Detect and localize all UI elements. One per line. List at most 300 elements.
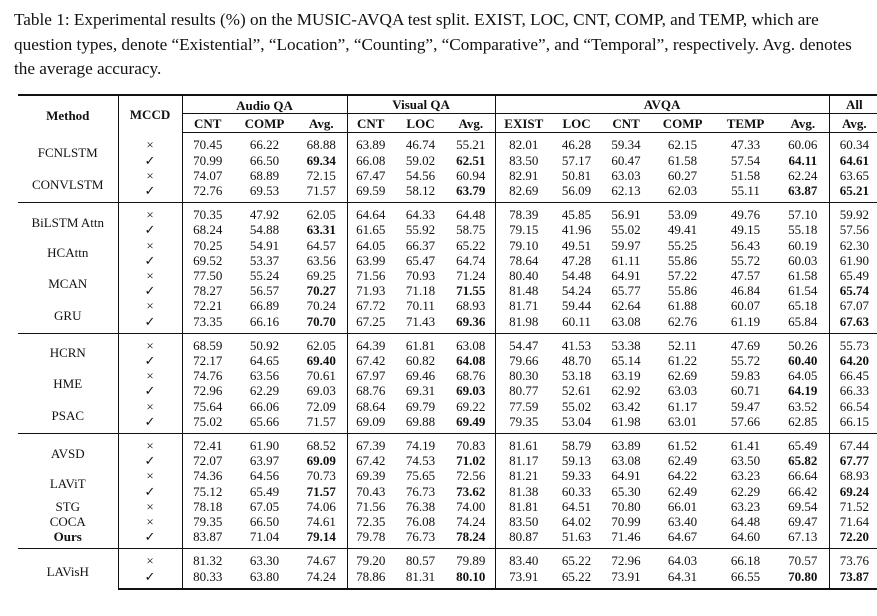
cross-mark: × [118,368,182,383]
subheader-avg-12: Avg. [829,114,877,133]
cell-loc: 76.73 [405,529,436,545]
table-row [18,353,877,368]
cell-cnt: 65.30 [611,483,641,499]
cell-avg: 69.03 [296,383,347,398]
check-mark: ✓ [118,222,182,237]
cell-loc: 65.22 [552,549,601,569]
method-name: BiLSTM Attn [18,203,118,238]
cell-comp: 54.91 [249,237,280,253]
cell-comp: 64.03 [651,549,714,569]
cell-avg: 64.61 [839,152,869,168]
cell-cnt: 70.80 [611,498,641,514]
check-mark: ✓ [118,569,182,589]
cell-loc: 65.47 [405,252,436,268]
cell-temp: 64.48 [730,514,761,530]
cell-cnt: 70.99 [193,152,223,168]
cell-avg: 65.74 [839,283,869,299]
cell-avg: 62.30 [839,237,869,253]
cell-loc: 59.13 [561,453,592,469]
cell-loc: 61.81 [394,333,447,353]
cross-mark: × [118,203,182,223]
cell-comp: 64.67 [667,529,698,545]
cell-avg: 65.22 [447,238,495,253]
cell-loc: 80.57 [394,549,447,569]
cell-comp: 55.86 [667,283,698,299]
cell-comp: 62.03 [667,183,698,199]
cell-loc: 47.28 [561,252,592,268]
cell-avg: 65.21 [839,183,869,199]
cell-avg: 74.61 [296,514,347,529]
cell-comp: 64.22 [667,468,698,484]
cell-avg: 71.55 [447,283,495,298]
cell-loc: 41.53 [552,333,601,353]
cell-loc: 74.19 [394,434,447,454]
cell-avg: 66.54 [839,398,869,414]
cell-avg: 64.08 [447,353,495,368]
cell-avg: 67.07 [839,298,869,314]
cell-comp: 56.57 [249,283,280,299]
cell-cnt: 55.02 [611,222,641,238]
cell-cnt: 80.33 [182,569,233,589]
cell-comp: 66.16 [249,313,280,329]
cell-comp: 61.52 [651,434,714,454]
cell-temp: 63.50 [730,453,761,469]
cell-exist: 81.48 [509,283,539,299]
cell-cnt: 70.25 [193,237,223,253]
cell-loc: 75.65 [405,468,436,484]
cell-temp: 66.18 [714,549,777,569]
check-mark: ✓ [118,314,182,334]
cell-cnt: 69.09 [356,413,386,429]
cell-temp: 55.72 [730,353,761,369]
cell-avg: 60.94 [447,168,495,183]
cell-comp: 55.25 [667,237,698,253]
cell-loc: 53.18 [561,368,592,384]
check-mark: ✓ [118,453,182,468]
cell-cnt: 62.13 [611,183,641,199]
cell-cnt: 71.46 [611,529,641,545]
table-row [18,383,877,398]
cell-loc: 69.88 [405,413,436,429]
cell-exist: 80.40 [509,268,539,284]
cross-mark: × [118,468,182,483]
cell-loc: 71.43 [405,313,436,329]
table-row [18,499,877,514]
cell-loc: 69.79 [405,398,436,414]
cell-temp: 47.33 [730,137,761,153]
cell-avg: 72.56 [447,468,495,483]
cell-comp: 66.50 [249,514,280,530]
header-avqa: AVQA [495,95,829,114]
cell-cnt: 74.76 [193,368,223,384]
cell-avg: 62.85 [777,414,829,434]
cell-loc: 60.11 [562,313,591,329]
cell-avg: 60.19 [777,238,829,253]
cell-loc: 76.73 [405,483,436,499]
cell-cnt: 75.02 [193,413,223,429]
cell-avg: 69.40 [296,353,347,368]
cell-avg: 64.57 [296,238,347,253]
subheader-comp-9: COMP [651,114,714,133]
cell-cnt: 64.05 [356,237,386,253]
cell-exist: 81.21 [509,468,539,484]
cross-mark: × [118,514,182,529]
cell-avg: 57.56 [839,222,869,238]
cell-exist: 54.47 [495,333,552,353]
table-row [18,183,877,203]
cell-cnt: 63.08 [611,313,641,329]
cell-avg: 73.62 [447,484,495,499]
header-method: Method [18,95,118,133]
cell-avg: 65.49 [839,268,869,284]
cell-cnt: 79.35 [193,514,223,530]
cell-comp: 61.17 [667,398,698,414]
cell-avg: 74.00 [447,499,495,514]
subheader-loc-7: LOC [552,114,601,133]
cell-cnt: 72.35 [356,514,386,530]
cell-temp: 46.84 [730,283,761,299]
cell-temp: 51.58 [730,167,761,183]
method-name: PSAC [18,399,118,434]
cross-mark: × [118,133,182,153]
method-name: LAVisH [18,549,118,589]
cell-comp: 47.92 [233,203,296,223]
cell-avg: 63.52 [777,399,829,414]
cell-exist: 80.77 [509,383,539,399]
cell-exist: 83.40 [495,549,552,569]
cell-loc: 46.28 [561,137,592,153]
cell-avg: 71.57 [296,484,347,499]
cell-cnt: 73.35 [193,313,223,329]
table-row [18,333,877,353]
cell-exist: 81.17 [509,453,539,469]
cell-loc: 56.09 [561,183,592,199]
cell-comp: 61.90 [233,434,296,454]
cross-mark: × [118,238,182,253]
cell-loc: 71.18 [405,283,436,299]
cell-comp: 60.27 [667,167,698,183]
cell-loc: 74.53 [405,453,436,469]
cell-avg: 60.06 [777,133,829,153]
cell-avg: 65.82 [777,453,829,468]
cell-avg: 60.03 [777,253,829,268]
cell-comp: 64.65 [249,353,280,369]
table-row [18,153,877,168]
cell-cnt: 56.91 [601,203,651,223]
cell-exist: 81.71 [509,298,539,314]
cell-avg: 74.24 [447,514,495,529]
cell-avg: 71.52 [839,498,869,514]
cell-comp: 63.01 [667,413,698,429]
cell-avg: 78.24 [447,529,495,549]
cell-avg: 71.57 [296,183,347,203]
cell-comp: 57.22 [667,268,698,284]
cell-loc: 64.33 [394,203,447,223]
cell-comp: 68.89 [249,167,280,183]
cell-temp: 61.41 [714,434,777,454]
cell-cnt: 72.96 [193,383,223,399]
cell-cnt: 59.97 [611,237,641,253]
cross-mark: × [118,168,182,183]
cell-avg: 69.25 [296,268,347,283]
cell-exist: 79.66 [509,353,539,369]
cell-temp: 59.47 [730,398,761,414]
header-audio-qa: Audio QA [182,95,347,114]
header-all: All [829,95,877,114]
cell-cnt: 71.56 [356,498,386,514]
cross-mark: × [118,298,182,313]
cell-avg: 55.18 [777,222,829,237]
cell-comp: 65.66 [249,413,280,429]
cell-cnt: 59.34 [611,137,641,153]
cell-cnt: 74.36 [193,468,223,484]
cell-comp: 49.41 [667,222,698,238]
table-caption: Table 1: Experimental results (%) on the MUSIC-AVQA test split. EXIST, LOC, CNT, COMP, and TEMP, which are question types, denote “Existential”, “Location”, “Counting”, “Comparative”, and “Temporal”, respectively. Avg. denotes the average accuracy. [14,10,852,78]
cell-avg: 73.76 [829,549,877,569]
cell-loc: 41.96 [561,222,592,238]
cell-cnt: 63.89 [356,137,386,153]
cell-comp: 71.04 [249,529,280,545]
cell-temp: 56.43 [730,237,761,253]
table-row [18,484,877,499]
method-name: MCAN [18,268,118,298]
table-row [18,133,877,153]
method-name: HCRN [18,333,118,368]
cell-exist: 82.69 [509,183,539,199]
cell-comp: 64.31 [651,569,714,589]
cell-avg: 65.49 [777,434,829,454]
cell-avg: 69.24 [839,483,869,499]
cross-mark: × [118,434,182,454]
cell-exist: 80.87 [509,529,539,545]
cell-temp: 49.76 [714,203,777,223]
check-mark: ✓ [118,353,182,368]
cell-exist: 83.50 [509,152,539,168]
table-row [18,453,877,468]
cell-avg: 64.11 [777,153,829,168]
cross-mark: × [118,549,182,569]
table-row [18,283,877,298]
cross-mark: × [118,499,182,514]
cell-comp: 52.11 [651,333,714,353]
subheader-cnt-0: CNT [182,114,233,133]
method-name: Ours [18,529,118,549]
cell-comp: 54.88 [249,222,280,238]
cell-cnt: 72.41 [182,434,233,454]
cell-cnt: 70.35 [182,203,233,223]
cell-loc: 54.48 [561,268,592,284]
cell-loc: 57.17 [561,152,592,168]
cell-cnt: 73.91 [601,569,651,589]
table-row [18,569,877,589]
cell-temp: 66.55 [714,569,777,589]
cell-exist: 78.39 [495,203,552,223]
cell-exist: 82.91 [509,167,539,183]
cell-exist: 81.81 [509,498,539,514]
cell-avg: 71.64 [839,514,869,530]
cell-cnt: 63.19 [611,368,641,384]
cell-cnt: 72.96 [601,549,651,569]
cell-avg: 61.58 [777,268,829,283]
cell-comp: 69.53 [249,183,280,199]
cell-exist: 81.98 [509,313,539,329]
cell-avg: 65.84 [777,314,829,334]
cell-avg: 66.15 [839,413,869,429]
check-mark: ✓ [118,484,182,499]
cell-avg: 80.10 [447,569,495,589]
cell-exist: 78.64 [509,252,539,268]
cell-cnt: 62.64 [611,298,641,314]
cell-avg: 71.57 [296,414,347,434]
cell-cnt: 67.25 [356,313,386,329]
cell-temp: 55.72 [730,252,761,268]
cell-loc: 45.85 [552,203,601,223]
cell-cnt: 67.42 [356,453,386,469]
cell-cnt: 69.39 [356,468,386,484]
cell-avg: 70.73 [296,468,347,483]
table-row [18,298,877,313]
cell-avg: 64.19 [777,383,829,398]
method-name: GRU [18,298,118,333]
cell-comp: 62.29 [249,383,280,399]
cell-avg: 66.33 [839,383,869,399]
cell-avg: 67.44 [829,434,877,454]
cell-temp: 55.11 [731,183,760,199]
cell-loc: 70.93 [405,268,436,284]
cell-avg: 64.48 [447,203,495,223]
cell-avg: 70.80 [777,569,829,589]
cell-avg: 64.05 [777,368,829,383]
cell-avg: 55.73 [829,333,877,353]
cell-comp: 63.30 [233,549,296,569]
cell-cnt: 83.87 [193,529,223,545]
cell-avg: 79.89 [447,549,495,569]
cell-loc: 59.44 [561,298,592,314]
cell-cnt: 61.11 [611,252,641,268]
method-name: STG [18,499,118,514]
cell-comp: 53.09 [651,203,714,223]
cell-cnt: 67.39 [347,434,394,454]
cell-avg: 58.75 [447,222,495,237]
cell-comp: 62.49 [667,453,698,469]
cell-cnt: 78.86 [347,569,394,589]
cell-comp: 63.97 [249,453,280,469]
method-name: COCA [18,514,118,529]
table-row [18,514,877,529]
cell-avg: 69.47 [777,514,829,529]
cell-loc: 58.12 [405,183,436,199]
cell-avg: 63.87 [777,183,829,203]
cell-comp: 62.69 [667,368,698,384]
cell-comp: 67.05 [249,498,280,514]
cell-loc: 54.24 [561,283,592,299]
cell-avg: 70.27 [296,283,347,298]
cell-avg: 61.90 [839,252,869,268]
cell-cnt: 64.91 [611,268,641,284]
cell-cnt: 69.59 [356,183,386,199]
cell-avg: 69.09 [296,453,347,468]
subheader-temp-10: TEMP [714,114,777,133]
header-mccd: MCCD [118,95,182,133]
cell-avg: 68.76 [447,368,495,383]
check-mark: ✓ [118,253,182,268]
cell-avg: 64.20 [839,353,869,369]
table-row [18,529,877,549]
cell-comp: 63.40 [667,514,698,530]
cell-comp: 62.49 [667,483,698,499]
cell-avg: 62.51 [447,153,495,168]
cell-comp: 65.49 [249,483,280,499]
cell-cnt: 63.03 [611,167,641,183]
cell-comp: 64.56 [249,468,280,484]
cell-avg: 63.65 [839,167,869,183]
cell-temp: 60.07 [730,298,761,314]
cell-cnt: 63.42 [611,398,641,414]
cell-loc: 69.46 [405,368,436,384]
cell-loc: 58.79 [552,434,601,454]
cell-temp: 57.66 [730,413,761,429]
check-mark: ✓ [118,283,182,298]
cell-exist: 81.38 [509,483,539,499]
cell-avg: 63.79 [447,183,495,203]
cell-cnt: 72.21 [193,298,223,314]
cell-temp: 61.19 [730,313,761,329]
cell-cnt: 68.64 [356,398,386,414]
cell-loc: 76.08 [405,514,436,530]
cell-cnt: 67.47 [356,167,386,183]
cell-avg: 69.36 [447,314,495,334]
cell-comp: 66.06 [249,398,280,414]
cell-cnt: 65.77 [611,283,641,299]
cell-avg: 68.93 [839,468,869,484]
cell-avg: 67.77 [839,453,869,469]
method-name: HCAttn [18,238,118,268]
cell-avg: 72.20 [839,529,869,545]
cell-cnt: 63.08 [611,453,641,469]
cell-cnt: 68.24 [193,222,223,238]
cell-temp: 47.57 [730,268,761,284]
cell-cnt: 75.64 [193,398,223,414]
cell-avg: 72.09 [296,399,347,414]
check-mark: ✓ [118,183,182,203]
check-mark: ✓ [118,529,182,549]
cell-cnt: 63.89 [601,434,651,454]
cell-avg: 57.10 [777,203,829,223]
cell-avg: 70.70 [296,314,347,334]
cell-avg: 73.87 [829,569,877,589]
cell-temp: 47.69 [714,333,777,353]
cell-avg: 63.08 [447,333,495,353]
cell-cnt: 70.45 [193,137,223,153]
cell-avg: 66.42 [777,484,829,499]
cell-loc: 65.22 [552,569,601,589]
cell-avg: 74.06 [296,499,347,514]
cell-loc: 48.70 [561,353,592,369]
cell-cnt: 65.14 [611,353,641,369]
cell-comp: 66.89 [249,298,280,314]
table-row [18,203,877,223]
cell-avg: 55.21 [447,133,495,153]
cell-avg: 60.34 [839,137,869,153]
cell-loc: 81.31 [394,569,447,589]
subheader-avg-2: Avg. [296,114,347,133]
table-row [18,468,877,483]
cell-cnt: 64.64 [347,203,394,223]
cell-comp: 62.15 [667,137,698,153]
cell-loc: 64.02 [561,514,592,530]
table-row [18,399,877,414]
cell-cnt: 64.39 [347,333,394,353]
